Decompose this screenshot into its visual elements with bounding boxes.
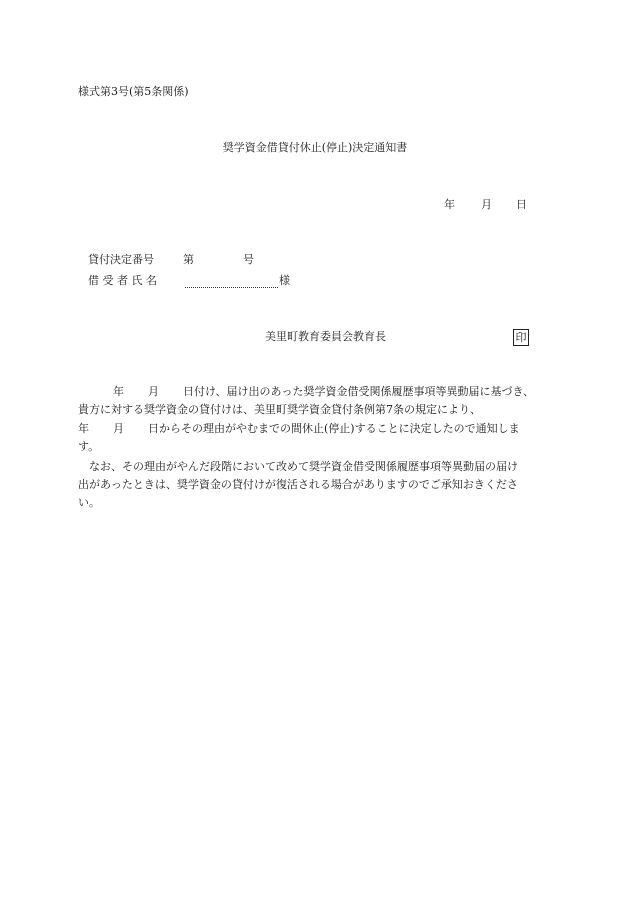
body-line1-year: 年: [113, 385, 124, 398]
body-line3-month: 月: [113, 422, 124, 435]
issuer-name: 美里町教育委員会教育長: [265, 330, 386, 343]
body-line4: す。: [78, 440, 100, 453]
borrower-name-line: [185, 276, 278, 288]
loan-number-suffix: 号: [243, 253, 254, 266]
loan-number-label: 貸付決定番号: [88, 253, 154, 266]
document-title: 奨学資金借貸付休止(停止)決定通知書: [222, 141, 408, 154]
body-line7: い。: [78, 496, 100, 509]
form-number: 様式第3号(第5条関係): [78, 85, 189, 98]
body-line3-text: 日からその理由がやむまでの間休止(停止)することに決定したので通知しま: [148, 422, 520, 435]
date-day-label: 日: [516, 198, 527, 211]
body-line1-month: 月: [148, 385, 159, 398]
borrower-honorific: 様: [279, 274, 290, 287]
date-year-label: 年: [444, 198, 455, 211]
body-line5: なお、その理由がやんだ段階において改めて奨学資金借受関係履歴事項等異動届の届け: [89, 460, 518, 473]
body-line3-year: 年: [78, 422, 89, 435]
date-month-label: 月: [481, 198, 492, 211]
borrower-name-label: 借 受 者 氏 名: [88, 274, 157, 287]
body-line2: 貴方に対する奨学資金の貸付けは、美里町奨学資金貸付条例第7条の規定により、: [78, 403, 481, 416]
body-line1-text: 日付け、届け出のあった奨学資金借受関係履歴事項等異動届に基づき、: [183, 385, 535, 398]
loan-number-prefix: 第: [183, 253, 194, 266]
body-line6: 出があったときは、奨学資金の貸付けが復活される場合がありますのでご承知おきくださ: [78, 478, 518, 491]
seal-mark: 印: [513, 329, 529, 346]
